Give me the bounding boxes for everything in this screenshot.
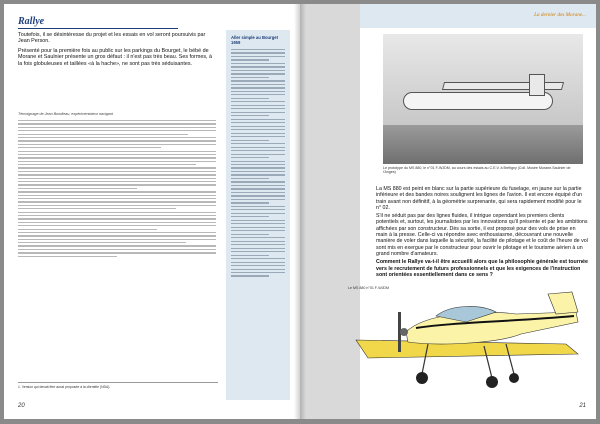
page-number-right: 21 xyxy=(579,403,586,409)
body-paragraph-2: S'il ne séduit pas par des lignes fluides, il intrigue cependant les premiers clients potentiels et, surtout, les journalistes par les innovations qu'il présente et par les ambitions affichées par son constructeur. Dès sa sortie, il est proposé pour des vols de prise en main à la presse. Celle-ci va répondre avec enthousiasme, découvrant une nouvelle manière de voler dans laquelle la sécurité, la facilité de pilotage et le coût de l'heure de vol sont mis en exergue par le constructeur pour ouvrir le pilotage et le tourisme aérien à un grand nombre d'amateurs. xyxy=(376,213,588,257)
footnote: 1. Version qui devait être aussi proposée à la clientèle (NDA). xyxy=(18,382,218,389)
left-page xyxy=(4,4,300,419)
lead-paragraph-1: Toutefois, il se désintéresse du projet et les essais en vol seront poursuivis par Jean Person. xyxy=(18,32,206,45)
lead-text xyxy=(18,32,216,70)
photo-caption: Le prototype du MS 880, le n°01 F-WJDM, au cours des essais au C.E.V. à Brétigny (Coll. Musée Morane-Saulnier de l'Anges) xyxy=(383,166,571,175)
kicker-rule xyxy=(18,28,178,29)
lead-paragraph-2: Présenté pour la première fois au public sur les parkings du Bourget, le bébé de Morane et Saulnier présente un gros défaut : il n'est pas très beau. Ses formes, à la fois globuleuses et taillées «à la hache», ne sont pas très séduisantes. xyxy=(18,47,213,67)
illustration-caption: Le MS 880 n°01 F-WJDM xyxy=(348,286,389,290)
section-kicker: Rallye xyxy=(18,16,45,27)
sidebar-text xyxy=(231,49,285,277)
airplane-illustration xyxy=(316,282,588,402)
page-number-left: 20 xyxy=(18,403,25,409)
running-head: La dernier des Morane... xyxy=(534,12,586,18)
body-paragraph-1: La MS 880 est peint en blanc sur la partie supérieure du fuselage, en jaune sur la partie inférieure et des bandes noires soulignent les lignes de l'avion. Il est encore équipé d'un train avant non définitif, à la géométrie surprenante, qui sera rapidement modifié pour le n° 02. xyxy=(376,186,583,211)
right-page xyxy=(300,4,596,419)
testimony-column xyxy=(18,112,216,259)
book-gutter xyxy=(294,4,306,419)
sidebar-box xyxy=(226,30,290,400)
sidebar-title: Aller simple au Bourget 1959 xyxy=(231,35,279,45)
body-paragraph-3: Comment le Rallye va-t-il être accueilli alors que la philosophie générale est tournée vers le recrutement de futurs professionnels et que les exigences de l'instruction sont orientées essentiellement dans ce sens ? xyxy=(376,259,588,278)
testimony-text-block xyxy=(18,120,216,257)
body-text xyxy=(376,186,588,280)
testimony-title: Témoignage de Jean Bundleau, expérimentateur navigant xyxy=(18,112,113,116)
prototype-photo xyxy=(383,34,583,164)
